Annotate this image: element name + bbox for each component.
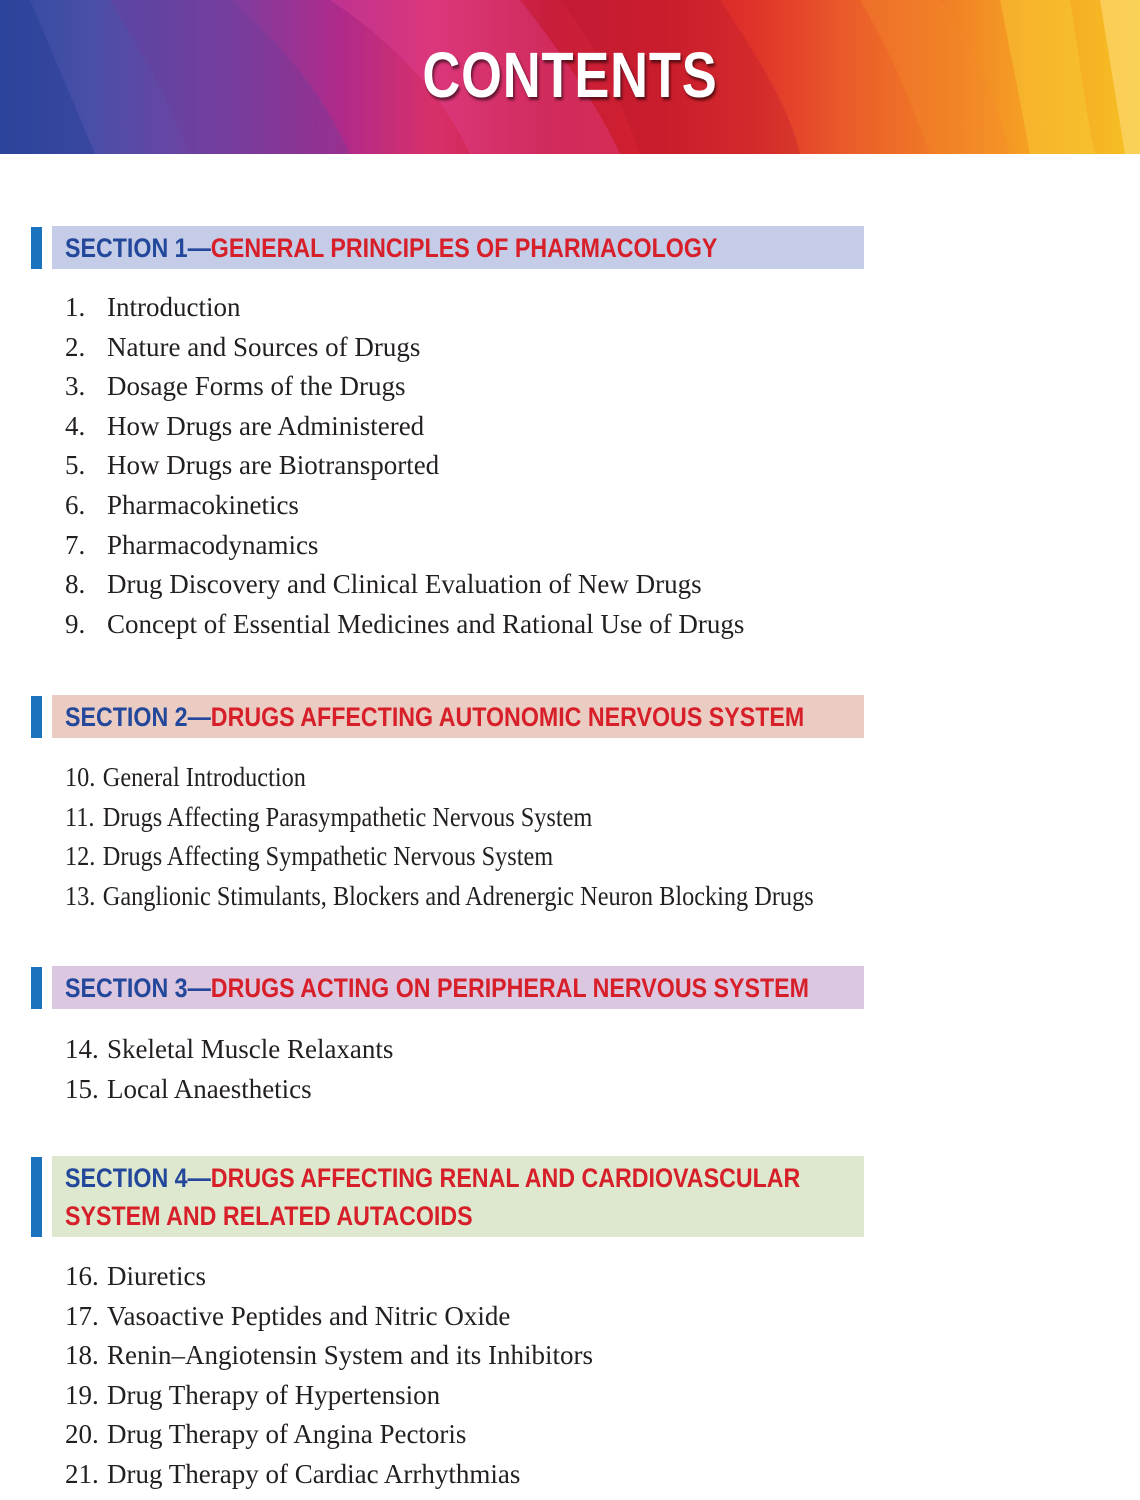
chapter-title: Local Anaesthetics [107, 1073, 312, 1104]
chapter-item[interactable] [65, 1455, 593, 1495]
chapter-item[interactable] [65, 1376, 593, 1416]
section-1-prefix: SECTION 1— [65, 233, 211, 263]
chapter-title: Concept of Essential Medicines and Rational Use of Drugs [107, 608, 745, 639]
chapter-number: 17. [65, 1300, 99, 1331]
chapter-title: Ganglionic Stimulants, Blockers and Adrenergic Neuron Blocking Drugs [102, 880, 814, 911]
section-1-header [52, 226, 864, 269]
chapter-number: 16. [65, 1261, 99, 1291]
chapter-number: 4. [65, 410, 86, 441]
chapter-number: 21. [65, 1458, 99, 1489]
chapter-title: Pharmacodynamics [107, 529, 319, 560]
chapter-number: 13. [65, 880, 96, 911]
chapter-number: 6. [65, 489, 86, 520]
chapter-title: Skeletal Muscle Relaxants [107, 1034, 394, 1064]
chapter-number: 18. [65, 1340, 99, 1371]
section-3-accent-bar [31, 967, 42, 1009]
page-title: CONTENTS [422, 39, 718, 111]
chapter-number: 5. [65, 450, 86, 481]
section-1-accent-bar [31, 227, 42, 269]
chapter-title: Introduction [107, 292, 241, 322]
chapter-number: 12. [65, 841, 96, 872]
chapter-title: Vasoactive Peptides and Nitric Oxide [107, 1300, 511, 1331]
chapter-title: Drugs Affecting Parasympathetic Nervous System [102, 801, 593, 832]
chapter-item[interactable] [65, 1070, 393, 1110]
section-2-title: DRUGS AFFECTING AUTONOMIC NERVOUS SYSTEM [210, 702, 805, 732]
chapter-number: 2. [65, 331, 86, 362]
section-1-chapter-list [65, 288, 744, 644]
section-2-prefix: SECTION 2— [65, 702, 211, 732]
chapter-item[interactable] [65, 1415, 593, 1455]
section-3-prefix: SECTION 3— [65, 973, 211, 1003]
chapter-title: Drug Therapy of Hypertension [107, 1379, 441, 1410]
chapter-title: General Introduction [102, 762, 306, 792]
section-4-chapter-list [65, 1257, 593, 1495]
chapter-title: Nature and Sources of Drugs [107, 331, 421, 362]
section-2-chapter-list [65, 758, 897, 916]
chapter-number: 11. [65, 801, 95, 832]
chapter-number: 15. [65, 1073, 99, 1104]
section-4-header [52, 1156, 864, 1237]
section-4-accent-bar [31, 1157, 42, 1237]
section-2-accent-bar [31, 696, 42, 738]
chapter-item[interactable] [65, 1030, 393, 1070]
chapter-number: 9. [65, 608, 86, 639]
chapter-item[interactable] [65, 288, 744, 328]
chapter-number: 1. [65, 292, 86, 322]
chapter-title: Diuretics [107, 1261, 206, 1291]
chapter-number: 20. [65, 1419, 99, 1450]
section-3-header [52, 966, 864, 1009]
chapter-number: 3. [65, 371, 86, 402]
chapter-item[interactable] [65, 877, 814, 917]
chapter-item[interactable] [65, 837, 814, 877]
chapter-item[interactable] [65, 798, 814, 838]
chapter-item[interactable] [65, 758, 814, 798]
chapter-title: Drug Therapy of Cardiac Arrhythmias [107, 1458, 521, 1489]
chapter-number: 19. [65, 1379, 99, 1410]
chapter-item[interactable] [65, 1297, 593, 1337]
chapter-title: Pharmacokinetics [107, 489, 299, 520]
chapter-title: How Drugs are Biotransported [107, 450, 440, 481]
chapter-item[interactable] [65, 328, 744, 368]
section-3-chapter-list [65, 1030, 393, 1109]
chapter-item[interactable] [65, 486, 744, 526]
chapter-title: Renin–Angiotensin System and its Inhibitors [107, 1340, 593, 1371]
chapter-number: 10. [65, 762, 96, 792]
chapter-title: Drugs Affecting Sympathetic Nervous System [102, 841, 554, 872]
chapter-item[interactable] [65, 526, 744, 566]
contents-banner [0, 0, 1140, 154]
chapter-item[interactable] [65, 1336, 593, 1376]
chapter-number: 7. [65, 529, 86, 560]
chapter-item[interactable] [65, 407, 744, 447]
chapter-item[interactable] [65, 1257, 593, 1297]
section-1-title: GENERAL PRINCIPLES OF PHARMACOLOGY [210, 233, 718, 263]
chapter-number: 8. [65, 569, 86, 600]
chapter-title: Dosage Forms of the Drugs [107, 371, 406, 402]
section-3-title: DRUGS ACTING ON PERIPHERAL NERVOUS SYSTEM [210, 973, 810, 1003]
chapter-item[interactable] [65, 565, 744, 605]
section-2-header [52, 695, 864, 738]
section-4-title-line-2: SYSTEM AND RELATED AUTACOIDS [65, 1201, 473, 1231]
chapter-item[interactable] [65, 605, 744, 645]
chapter-number: 14. [65, 1034, 99, 1064]
chapter-title: Drug Therapy of Angina Pectoris [107, 1419, 467, 1450]
section-4-prefix: SECTION 4— [65, 1163, 211, 1193]
chapter-item[interactable] [65, 367, 744, 407]
chapter-title: Drug Discovery and Clinical Evaluation of New Drugs [107, 569, 702, 600]
chapter-title: How Drugs are Administered [107, 410, 425, 441]
section-4-title: DRUGS AFFECTING RENAL AND CARDIOVASCULAR [210, 1163, 801, 1193]
chapter-item[interactable] [65, 446, 744, 486]
